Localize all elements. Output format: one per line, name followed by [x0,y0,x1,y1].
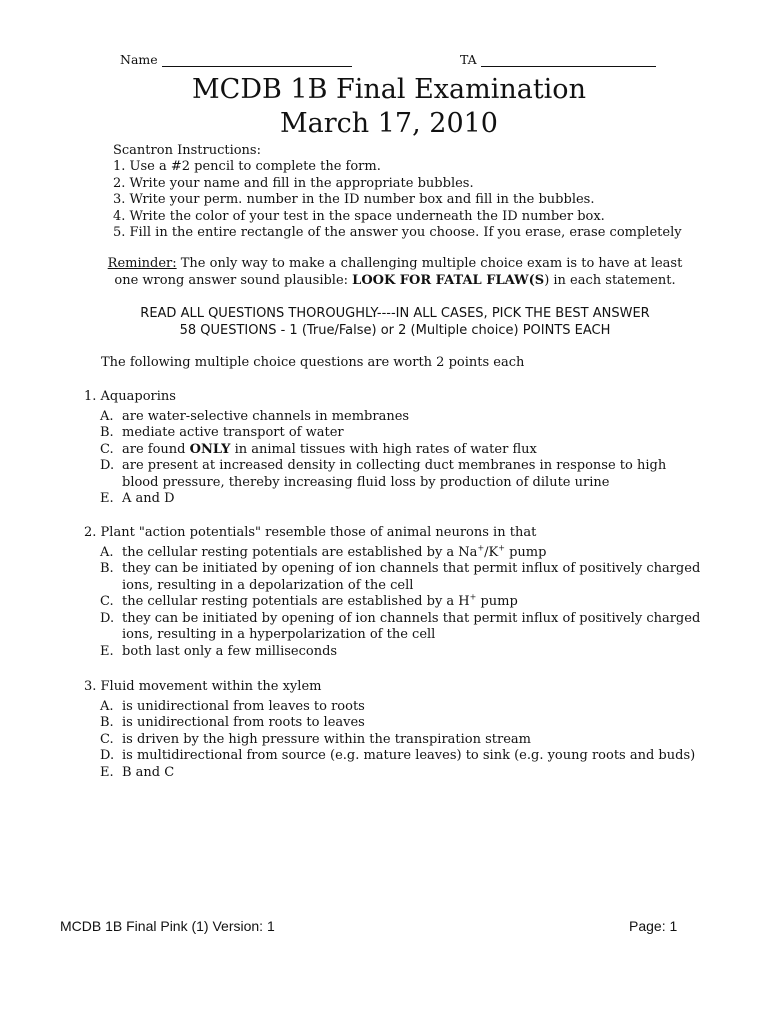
reminder-label: Reminder: [107,256,177,271]
instruction-item: 2. Write your name and fill in the appropriate bubbles. [113,175,474,191]
choice-list [84,409,704,508]
question-2 [84,525,704,660]
choice-text-post: pump [476,594,518,609]
choice-text-post: in animal tissues with high rates of water flux [230,441,537,457]
question-stem: 2. Plant "action potentials" resemble those of animal neurons in that [84,525,537,540]
choice-letter: D. [100,458,115,473]
answer-choice-b [84,425,704,442]
choice-text-bold: ONLY [189,441,231,457]
reminder-paragraph [80,256,710,289]
choice-text: B and C [122,764,175,780]
choice-letter: C. [100,594,114,609]
notice-line-2: 58 QUESTIONS - 1 (True/False) or 2 (Multiple choice) POINTS EACH [179,323,611,338]
reminder-text-a: The only way to make a challenging multiple choice exam is to have at least [176,256,683,271]
answer-choice-e [84,491,704,508]
instruction-item: 1. Use a #2 pencil to complete the form. [113,159,381,175]
choice-letter: D. [100,748,115,763]
choice-letter: A. [100,698,114,714]
name-blank-line [162,54,352,67]
answer-choice-e [84,765,704,782]
answer-choice-b [84,715,704,732]
answer-choice-d [84,748,704,765]
exam-title: MCDB 1B Final Examination [192,74,586,105]
choice-text-pre: are found [122,441,190,457]
choice-letter: E. [100,491,114,506]
superscript-plus: + [477,543,485,553]
choice-text: is unidirectional from leaves to roots [122,698,365,714]
choice-text-mid: /K [484,544,499,560]
name-label: Name [120,52,158,67]
instruction-item: 5. Fill in the entire rectangle of the answer you choose. If you erase, erase completely [113,225,682,241]
answer-choice-e [84,644,704,661]
question-3 [84,679,704,781]
instructions-heading: Scantron Instructions: [113,143,261,158]
choice-text-pre: the cellular resting potentials are established by a Na [122,544,478,560]
choice-letter: A. [100,544,114,560]
choice-letter: B. [100,715,114,730]
choice-letter: B. [100,561,114,576]
answer-choice-b [84,561,704,594]
section-intro: The following multiple choice questions are worth 2 points each [101,355,525,370]
choice-text: they can be initiated by opening of ion channels that permit influx of positively charged ions, resulting in a depolarization of the cell [122,561,701,593]
choice-letter: C. [100,441,114,457]
question-stem: 1. Aquaporins [84,389,176,404]
superscript-plus: + [498,543,505,553]
ta-label: TA [460,52,477,67]
answer-choice-d [84,458,704,491]
name-field-row [120,52,352,67]
choice-text: they can be initiated by opening of ion channels that permit influx of positively charged ions, resulting in a hyperpolarization of the cell [122,610,701,642]
answer-choice-a [84,409,704,426]
choice-text: mediate active transport of water [122,425,344,440]
reminder-text-c: ) in each statement. [544,272,676,288]
choice-text: A and D [122,491,175,506]
exam-notice [80,305,710,339]
reminder-text-b: one wrong answer sound plausible: [114,272,353,288]
choice-text: are present at increased density in collecting duct membranes in response to high blood pressure, thereby increasing fluid loss by production of dilute urine [122,458,667,490]
notice-line-1: READ ALL QUESTIONS THOROUGHLY----IN ALL CASES, PICK THE BEST ANSWER [140,306,650,321]
choice-text: is multidirectional from source (e.g. mature leaves) to sink (e.g. young roots and buds) [122,748,696,763]
answer-choice-c [84,442,704,459]
footer-version: MCDB 1B Final Pink (1) Version: 1 [60,918,275,934]
choice-text: is driven by the high pressure within the transpiration stream [122,731,531,747]
answer-choice-a [84,545,704,562]
reminder-emphasis: LOOK FOR FATAL FLAW(S [352,272,545,288]
ta-blank-line [481,54,656,67]
footer-page-number: Page: 1 [629,918,678,934]
question-stem: 3. Fluid movement within the xylem [84,679,322,694]
choice-list [84,699,704,782]
choice-letter: B. [100,425,114,440]
choice-text: is unidirectional from roots to leaves [122,715,365,730]
question-1 [84,389,704,508]
instruction-item: 3. Write your perm. number in the ID number box and fill in the bubbles. [113,192,595,208]
choice-text: both last only a few milliseconds [122,643,338,659]
ta-field-row [460,52,656,67]
choice-list [84,545,704,661]
choice-letter: A. [100,408,114,424]
answer-choice-c [84,732,704,749]
choice-text: are water-selective channels in membranes [122,408,410,424]
answer-choice-a [84,699,704,716]
instruction-item: 4. Write the color of your test in the space underneath the ID number box. [113,208,605,224]
choice-letter: E. [100,643,114,659]
choice-letter: D. [100,610,115,626]
answer-choice-c [84,594,704,611]
instructions-list [108,159,682,241]
choice-text-pre: the cellular resting potentials are established by a H [122,594,470,609]
choice-letter: C. [100,731,114,747]
choice-letter: E. [100,764,114,780]
scantron-instructions [108,143,682,241]
answer-choice-d [84,611,704,644]
superscript-plus: + [469,592,477,602]
exam-date: March 17, 2010 [280,108,498,139]
choice-text-post: pump [504,544,547,560]
